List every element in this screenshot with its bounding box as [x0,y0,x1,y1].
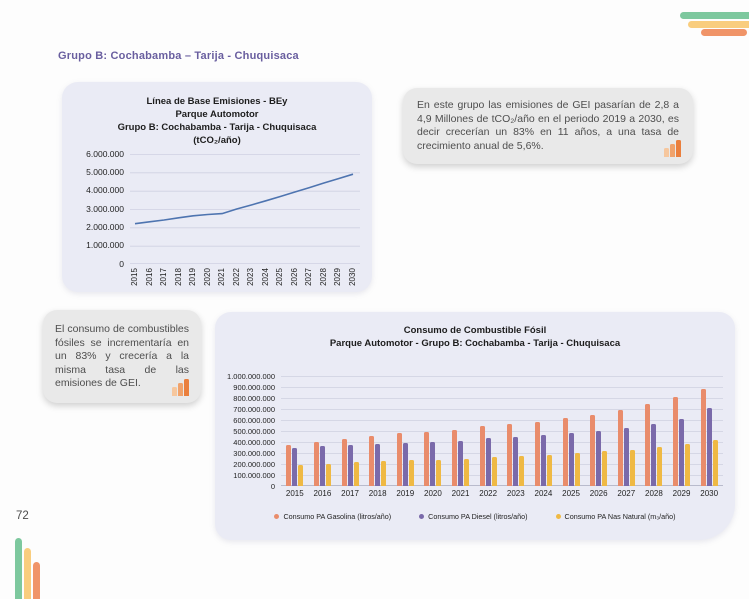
bar [645,404,650,486]
line-chart-title-line: Parque Automotor [175,109,259,120]
bar [657,447,662,486]
mini-bar-icon [676,140,681,157]
bar [535,422,540,486]
line-x-tick-label: 2023 [246,268,256,286]
bar-x-tick-label: 2021 [451,489,470,498]
bar-group-2028 [645,376,662,486]
bar-group-2021 [452,376,469,486]
bar-chart-title-line: Consumo de Combustible Fósil [403,325,547,336]
line-x-tick-label: 2029 [333,268,343,286]
bar [342,439,347,486]
bar-x-tick-label: 2026 [589,489,608,498]
bar [575,453,580,486]
line-y-tick-label: 4.000.000 [86,185,124,196]
bar [458,441,463,486]
line-chart-title-line: Línea de Base Emisiones - BEy [146,96,288,107]
line-x-tick-label: 2022 [231,268,241,286]
bar [403,443,408,487]
bar [486,438,491,486]
bar-group-2024 [535,376,552,486]
bar [409,460,414,486]
bar-group-2023 [507,376,524,486]
bar-x-tick-label: 2015 [285,489,304,498]
bar-x-tick-label: 2025 [562,489,580,498]
legend-dot-icon [274,514,279,519]
bar-x-tick-label: 2028 [645,489,663,498]
bar [651,424,656,486]
bar [286,445,291,486]
bar [480,426,485,486]
line-x-tick-label: 2019 [188,268,198,286]
line-x-tick-label: 2027 [304,268,314,286]
line-chart-title-line: Grupo B: Cochabamba - Tarija - Chuquisaca [117,122,317,133]
bar-x-tick-label: 2017 [341,489,359,498]
bar-group-2017 [342,376,359,486]
bar-chart-card [215,312,735,540]
line-x-tick-label: 2028 [318,268,328,286]
line-y-tick-label: 2.000.000 [86,221,124,232]
bar-group-2022 [480,376,497,486]
line-y-tick-label: 1.000.000 [86,240,124,251]
page-number: 72 [16,510,29,522]
bar [397,433,402,486]
line-x-tick-label: 2024 [260,268,270,286]
bar-y-tick-label: 900.000.000 [233,383,275,392]
bar [590,415,595,487]
bar-y-tick-label: 400.000.000 [233,438,275,447]
deco-bar-green-icon [680,12,749,19]
bar-x-tick-label: 2030 [700,489,719,498]
bar-chart-title-line: Parque Automotor - Grupo B: Cochabamba - Tarija - Chuquisaca [329,338,621,349]
line-y-tick-label: 5.000.000 [86,166,124,177]
bar [547,455,552,486]
bar [569,433,574,486]
line-chart-card [62,82,372,292]
deco-bar-orange-icon [701,29,747,36]
line-x-tick-label: 2021 [217,268,227,286]
deco-bar-orange-icon [33,562,40,599]
bar [624,428,629,486]
annotation-text: En este grupo las emisiones de GEI pasarían de 2,8 a 4,9 Millones de tCO₂/año en el periodo 2019 a 2030, es decir crecerían un 83% en 11 años, a una tasa de crecimiento anual de 5,6%. [417,99,679,152]
bar [513,437,518,486]
legend-item [419,512,527,521]
bar-group-2020 [424,376,441,486]
section-heading: Grupo B: Cochabamba – Tarija - Chuquisaca [58,50,299,62]
bar [685,444,690,486]
bar [452,430,457,486]
bar-x-tick-label: 2022 [479,489,498,498]
mini-bar-icon [184,379,189,396]
bar-x-tick-label: 2016 [313,489,332,498]
bar-groups [281,376,723,486]
annotation-emissions-note [403,88,693,164]
bar-y-tick-label: 500.000.000 [233,427,275,436]
bar-y-tick-label: 1.000.000.000 [227,372,275,381]
line-y-tick-label: 6.000.000 [86,148,124,159]
bar-y-tick-label: 600.000.000 [233,416,275,425]
bar-x-tick-label: 2023 [506,489,525,498]
bar [673,397,678,486]
bar-group-2015 [286,376,303,486]
line-x-tick-label: 2015 [130,268,139,286]
bar-group-2019 [397,376,414,486]
bar-group-2018 [369,376,386,486]
bar [507,424,512,486]
bar-x-tick-label: 2019 [396,489,415,498]
annotation-text: El consumo de combustibles fósiles se incrementaría en un 83% y crecería a la misma tasa de las emisiones de GEI. [55,323,189,389]
bar-x-tick-label: 2027 [617,489,636,498]
bar [464,459,469,486]
bar-x-tick-label: 2018 [368,489,387,498]
line-y-tick-label: 0 [119,258,124,269]
mini-bar-icon [178,383,183,396]
bar [630,450,635,487]
line-x-tick-label: 2017 [159,268,169,286]
bar [381,461,386,486]
bar-group-2029 [673,376,690,486]
bar [424,432,429,486]
annotation-fuel-note [43,310,201,403]
bar [492,457,497,486]
legend-label: Consumo PA Diesel (litros/año) [428,512,528,521]
mini-bar-icon [172,387,177,396]
bar [679,419,684,486]
deco-bar-yellow-icon [688,21,749,28]
bar [602,451,607,486]
line-x-tick-label: 2016 [144,268,154,286]
deco-bar-green-icon [15,538,22,599]
bar [563,418,568,486]
bar [713,440,718,486]
bar [596,431,601,487]
bar [541,435,546,486]
line-y-tick-label: 3.000.000 [86,203,124,214]
legend-dot-icon [556,514,561,519]
bar [707,408,712,486]
bar-x-tick-label: 2024 [534,489,553,498]
bar-chart-x-axis [281,489,723,498]
bar-group-2030 [701,376,718,486]
bar [292,448,297,486]
bar [320,446,325,486]
bar-chart-icon [664,140,681,157]
bar-group-2025 [563,376,580,486]
line-chart-title-line: (tCO₂/año) [193,135,241,146]
line-x-tick-label: 2018 [173,268,183,286]
legend-item [556,512,676,521]
legend-item [274,512,391,521]
bar [436,460,441,486]
bar [519,456,524,486]
legend-label: Consumo PA Gasolina (litros/año) [283,512,392,521]
bar-chart-legend [215,512,735,521]
bar-y-tick-label: 800.000.000 [233,394,275,403]
bar-y-tick-label: 100.000.000 [233,471,275,480]
bar [618,410,623,486]
line-x-tick-label: 2026 [289,268,299,286]
bar-y-tick-label: 200.000.000 [233,460,275,469]
line-x-tick-label: 2030 [348,268,357,286]
line-x-tick-label: 2020 [202,268,212,286]
bar [375,444,380,486]
deco-bar-yellow-icon [24,548,31,599]
bar-group-2027 [618,376,635,486]
bar-group-2026 [590,376,607,486]
legend-label: Consumo PA Nas Natural (m₃/año) [564,512,676,521]
bar [369,436,374,486]
legend-dot-icon [419,514,424,519]
bar [298,465,303,486]
bar-y-tick-label: 0 [270,482,275,491]
bar [701,389,706,486]
bar [314,442,319,486]
bar [326,464,331,487]
bar-chart-plot [281,376,723,486]
bar [430,442,435,486]
bar-x-tick-label: 2029 [672,489,691,498]
line-x-tick-label: 2025 [275,268,285,286]
mini-bar-icon [664,148,669,157]
bar-group-2016 [314,376,331,486]
bar-y-tick-label: 700.000.000 [233,405,275,414]
bar-y-tick-label: 300.000.000 [233,449,275,458]
bar [348,445,353,486]
line-chart-x-axis [62,82,372,292]
bar-chart-icon [172,379,189,396]
mini-bar-icon [670,144,675,157]
bar-x-tick-label: 2020 [424,489,442,498]
bar [354,462,359,486]
